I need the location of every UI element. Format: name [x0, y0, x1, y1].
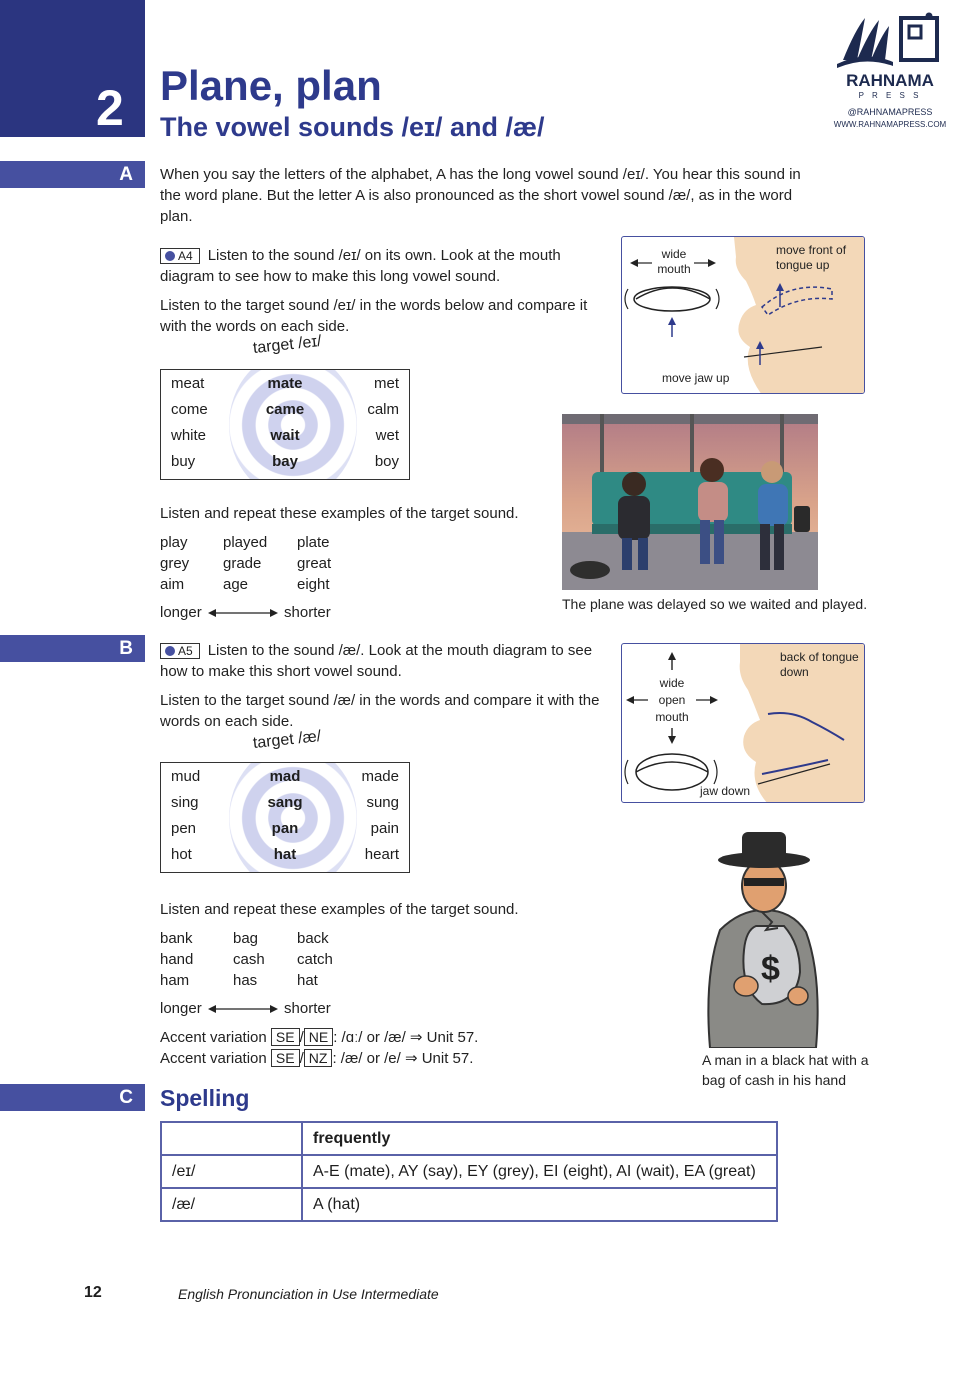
svg-text:$: $: [761, 950, 780, 988]
spelling-cell: A-E (mate), AY (say), EY (grey), EI (eight), AI (wait), EA (great): [302, 1155, 777, 1188]
word-target: wait: [270, 427, 300, 444]
instruction-1: Listen to the sound /æ/. Look at the mouth diagram to see how to make this short vowel sound.: [160, 642, 593, 680]
example-word: back: [297, 930, 329, 947]
section-a-bar: [0, 161, 145, 188]
target-label-a: target /eɪ/: [252, 332, 323, 358]
section-a-intro: [160, 164, 820, 227]
table-header-empty: [161, 1122, 302, 1155]
word-row: [161, 397, 409, 423]
sound-cell: /eɪ/: [161, 1155, 302, 1188]
publisher-watermark: [826, 10, 954, 136]
example-word: catch: [297, 951, 333, 968]
repeat-instruction-a: Listen and repeat these examples of the target sound.: [160, 505, 519, 522]
publisher-press: P R E S S: [858, 91, 922, 100]
example-word: play: [160, 534, 188, 551]
target-label-b: target /æ/: [252, 727, 323, 753]
spelling-cell: A (hat): [302, 1188, 777, 1221]
mouth-diagram-a: [621, 236, 865, 394]
repeat-instruction-b: Listen and repeat these examples of the target sound.: [160, 901, 519, 918]
intro-text: When you say the letters of the alphabet, A has the long vowel sound /eɪ/. You hear this sound in the word plane. But the letter A is also pronounced as the short vowel sound /æ/, as in the word plan.: [160, 166, 801, 225]
section-c-bar: [0, 1084, 145, 1111]
label-jaw-down: jaw down: [700, 784, 751, 798]
word-right: wet: [375, 427, 399, 444]
table-header-frequently: frequently: [302, 1122, 777, 1155]
example-word: great: [297, 555, 332, 572]
spelling-table: [160, 1121, 778, 1222]
longer-label: longer: [160, 1000, 202, 1017]
example-word: grey: [160, 555, 190, 572]
word-right: heart: [364, 846, 399, 863]
audio-track-a5-button[interactable]: [160, 643, 200, 659]
photo-airport: [562, 414, 818, 590]
label-wide-mouth: wide mouth: [657, 247, 691, 276]
accent-text: : /ɑː/ or /æ/ ⇒ Unit 57.: [333, 1029, 479, 1046]
accent-code: NE: [304, 1028, 333, 1046]
example-word: ham: [160, 972, 190, 989]
word-row: [161, 764, 409, 790]
instruction-1: Listen to the sound /eɪ/ on its own. Look at the mouth diagram to see how to make this long vowel sound.: [160, 247, 561, 285]
unit-number: 2: [96, 80, 124, 136]
word-row: [161, 449, 409, 475]
accent-prefix: Accent variation: [160, 1029, 267, 1046]
label-mouth: mouth: [655, 710, 689, 724]
table-row: [161, 1155, 777, 1188]
label-open: open: [658, 693, 686, 707]
word-left: mud: [171, 768, 201, 785]
word-row: [161, 423, 409, 449]
section-a-instruction: [160, 245, 605, 287]
shorter-label: shorter: [284, 604, 331, 621]
audio-track-a4-button[interactable]: [160, 248, 200, 264]
double-arrow-icon: [208, 608, 278, 618]
word-right: made: [361, 768, 399, 785]
audio-track-label: A4: [178, 249, 193, 263]
audio-track-label: A5: [178, 644, 193, 658]
word-target: hat: [273, 846, 297, 863]
double-arrow-icon: [208, 1004, 278, 1014]
word-left: buy: [171, 453, 196, 470]
accent-prefix: Accent variation: [160, 1050, 267, 1067]
example-word: plate: [297, 534, 330, 551]
length-scale-b: [160, 998, 360, 1019]
section-b-bar: [0, 635, 145, 662]
book-title: English Pronunciation in Use Intermediate: [178, 1286, 439, 1302]
word-target: bay: [272, 453, 298, 470]
word-table-a: [160, 369, 410, 480]
section-b-instruction: [160, 640, 605, 682]
word-left: sing: [171, 794, 199, 811]
word-right: sung: [366, 794, 399, 811]
label-wide: wide: [659, 676, 685, 690]
word-row: [161, 371, 409, 397]
example-word: played: [223, 534, 268, 551]
accent-variation-1: Accent variation SE / NE : /ɑː/ or /æ/ ⇒ Unit 57.: [160, 1029, 479, 1046]
word-target: pan: [271, 820, 299, 837]
man-with-cash-bag-illustration: [700, 826, 826, 1048]
word-table-b: [160, 762, 410, 873]
accent-code: SE: [271, 1028, 300, 1046]
examples-a: [160, 532, 360, 598]
spelling-heading: Spelling: [160, 1085, 250, 1111]
example-word: bag: [233, 930, 259, 947]
example-word: hand: [160, 951, 194, 968]
longer-label: longer: [160, 604, 202, 621]
example-word: aim: [160, 576, 185, 593]
illustration-man-with-cash: [700, 826, 826, 1048]
accent-text: : /æ/ or /e/ ⇒ Unit 57.: [332, 1050, 474, 1067]
word-left: come: [171, 401, 208, 418]
unit-title: Plane, plan: [160, 62, 382, 109]
table-row: [161, 1122, 777, 1155]
example-word: hat: [297, 972, 318, 989]
accent-variation-2: Accent variation SE / NZ : /æ/ or /e/ ⇒ Unit 57.: [160, 1050, 474, 1067]
shorter-label: shorter: [284, 1000, 331, 1017]
examples-b: [160, 928, 360, 994]
page-number: 12: [84, 1284, 102, 1301]
word-right: pain: [370, 820, 399, 837]
label-move-front-tongue: move front of tongue up: [776, 243, 847, 272]
section-b-instruction-2: Listen to the target sound /æ/ in the words and compare it with the words on each side.: [160, 692, 600, 730]
word-right: met: [373, 375, 399, 392]
example-word: bank: [160, 930, 193, 947]
word-row: [161, 816, 409, 842]
word-left: white: [171, 427, 207, 444]
publisher-handle: @RAHNAMAPRESS: [847, 107, 933, 117]
audio-icon: [165, 646, 175, 656]
example-word: age: [223, 576, 249, 593]
section-a-instruction-2: Listen to the target sound /eɪ/ in the words below and compare it with the words on each side.: [160, 297, 588, 335]
publisher-website: WWW.RAHNAMAPRESS.COM: [833, 120, 947, 129]
example-word: cash: [233, 951, 265, 968]
word-target: mad: [269, 768, 301, 785]
table-row: [161, 1188, 777, 1221]
publisher-brand: RAHNAMA: [846, 71, 934, 90]
label-move-jaw-up: move jaw up: [662, 371, 730, 385]
word-right: boy: [374, 453, 399, 470]
photo-caption-a: The plane was delayed so we waited and played.: [562, 596, 868, 612]
word-right: calm: [367, 401, 399, 418]
section-c-letter: C: [119, 1087, 133, 1108]
accent-code: NZ: [304, 1049, 333, 1067]
section-a-letter: A: [119, 164, 133, 185]
word-left: hot: [171, 846, 192, 863]
example-word: has: [233, 972, 258, 989]
word-target: came: [265, 401, 305, 418]
accent-code: SE: [271, 1049, 300, 1067]
length-scale-a: [160, 602, 360, 623]
word-left: meat: [171, 375, 205, 392]
sound-cell: /æ/: [161, 1188, 302, 1221]
audio-icon: [165, 251, 175, 261]
word-target: sang: [267, 794, 303, 811]
word-left: pen: [171, 820, 197, 837]
picture-caption-b: A man in a black hat with a bag of cash in his hand: [702, 1052, 869, 1088]
airport-scene-illustration: [562, 414, 818, 590]
word-target: mate: [267, 375, 303, 392]
word-row: [161, 790, 409, 816]
example-word: grade: [223, 555, 262, 572]
label-back-of-tongue: back of tongue down: [780, 650, 859, 679]
section-b-letter: B: [119, 638, 133, 659]
mouth-diagram-b: [621, 643, 865, 803]
word-row: [161, 842, 409, 868]
unit-subtitle: The vowel sounds /eɪ/ and /æ/: [160, 112, 545, 142]
publisher-logo-icon: [835, 10, 945, 72]
example-word: eight: [297, 576, 330, 593]
